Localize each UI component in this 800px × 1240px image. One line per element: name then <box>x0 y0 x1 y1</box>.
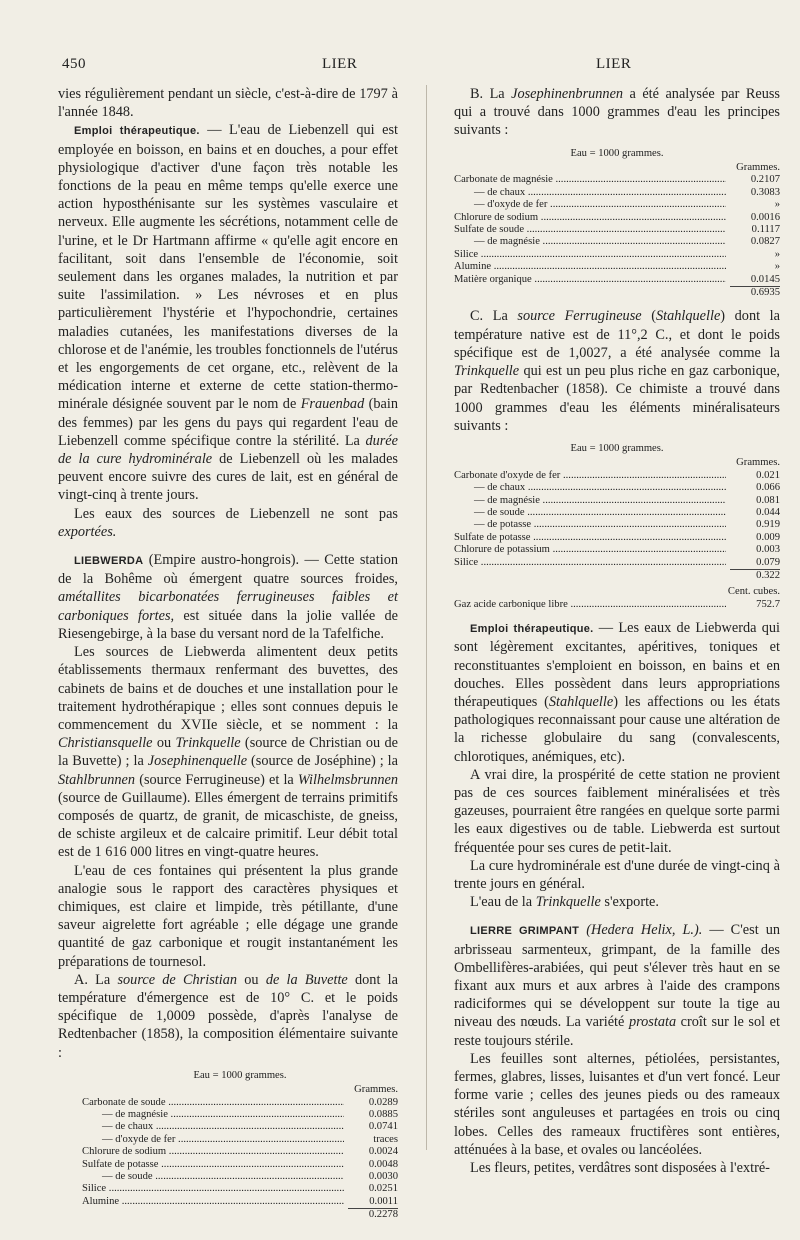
table-row <box>454 212 780 224</box>
text-italic: durée de la cure hydrominérale <box>58 432 398 468</box>
running-head-right: LIER <box>596 56 632 72</box>
text-italic: prostata <box>628 1014 677 1031</box>
text: ou <box>152 735 176 752</box>
table-total <box>454 286 780 299</box>
row-name: Carbonate de soude ..... <box>82 1097 344 1109</box>
row-value: » <box>774 199 780 211</box>
text: (source de Joséphine) ; la <box>247 753 398 770</box>
text-italic: Stahlquelle <box>548 694 614 710</box>
text: s'exporte. <box>600 894 659 911</box>
paragraph-emploi <box>454 619 780 766</box>
text: ) dont la température native est de 11°,2 C., et dont le poids spécifique est de 1,0027, a été analysée comme la <box>454 308 780 361</box>
text: (source de Guillaume). Elles émergent de terrains primitifs composés de quartz, de granit, de micaschiste, de gneiss, de schiste argileux et de calcaire primitif. Leur débit total est de 1 616 000 litres en vingt-quatre heures. <box>58 789 398 861</box>
table-row <box>82 1146 398 1158</box>
row-value: » <box>774 248 780 260</box>
table-row <box>454 199 780 211</box>
table-row <box>454 470 780 482</box>
row-value: 0.919 <box>756 519 780 531</box>
paragraph: vies régulièrement pendant un siècle, c'est-à-dire de 1797 à l'année 1848. <box>58 86 398 121</box>
row-name: Chlorure de sodium ..... <box>454 212 726 224</box>
row-value: 0.0030 <box>368 1171 398 1183</box>
row-name: — de potasse ..... <box>454 519 726 531</box>
text: ( <box>641 308 656 325</box>
row-value: traces <box>373 1133 398 1145</box>
table-row <box>82 1171 398 1183</box>
row-value: 0.009 <box>756 531 780 543</box>
row-value: 0.3083 <box>750 186 780 198</box>
paragraph: A vrai dire, la prospérité de cette station ne provient pas de ces sources faiblement minéralisées et très gazeuses, pourraient être rangées en quelque sorte parmi les eaux digestives ou de table. Liebwerda est surtout fréquentée pour ses cures de petit-lait. <box>454 766 780 856</box>
row-name: Carbonate de magnésie ..... <box>454 174 726 186</box>
row-value: 0.0251 <box>368 1183 398 1195</box>
table-total-value: 0.322 <box>730 569 780 582</box>
row-name: Sulfate de soude ..... <box>454 224 726 236</box>
text: de Liebenzell où les malades peuvent encore suivre des cures de lait, est en général de vingt-cinq à trente jours. <box>58 451 398 504</box>
table-rows <box>454 174 780 286</box>
row-name: — de magnésie ..... <box>82 1109 344 1121</box>
row-name: — de soude ..... <box>82 1171 344 1183</box>
text-italic: Stahlquelle <box>655 308 721 325</box>
row-name: — de magnésie ..... <box>454 236 726 248</box>
row-name: Chlorure de potassium ..... <box>454 544 726 556</box>
row-name: Sulfate de potasse ..... <box>454 532 726 544</box>
table-row <box>454 482 780 494</box>
table-row <box>454 187 780 199</box>
paragraph <box>58 643 398 861</box>
row-name: — de magnésie ..... <box>454 495 726 507</box>
table-unit: Grammes. <box>736 162 780 174</box>
table-row <box>82 1196 398 1208</box>
text: — C'est un arbrisseau sarmenteux, grimpant, de la famille des Ombellifères-arabiées, qui peut s'élever très haut en se fixant aux murs et aux arbres à l'aide des crampons radiciformes qui se développent sur toute la tige au niveau des nœuds. La variété <box>454 922 780 1031</box>
table-caption: Eau = 1000 grammes. <box>570 442 664 454</box>
text-italic: Wilhelmsbrunnen <box>297 771 398 788</box>
row-value: 0.079 <box>756 556 780 568</box>
text: (bain des femmes) par les gens du pays qui regardent l'eau de Liebenzell comme spécifique contre la stérilité. La <box>58 396 398 449</box>
text: (source Ferrugineuse) et la <box>135 771 298 788</box>
text: (Empire austro-hongrois). — Cette station de la Bohême où émergent quatre sources froides, <box>58 552 398 588</box>
paragraph: Les fleurs, petites, verdâtres sont disposées à l'extré- <box>470 1160 770 1177</box>
row-value: 0.044 <box>756 506 780 518</box>
entry-lierre <box>454 921 780 1049</box>
table-row <box>454 507 780 519</box>
row-value: 0.1117 <box>751 224 780 236</box>
table-unit: Grammes. <box>736 457 780 469</box>
text-italic: Trinkquelle <box>175 735 241 752</box>
text-italic: Trinkquelle <box>535 894 601 911</box>
row-value: 0.0011 <box>369 1195 398 1207</box>
paragraph: Les feuilles sont alternes, pétiolées, persistantes, fermes, glabres, lisses, luisantes et d'un vert foncé. Leur forme varie ; celles des jeunes pieds ou des rameaux stériles sont anguleuses et partagées en trois ou cinq lobes. Celles des rameaux fructifères sont entières, atténuées à la base, et ovales ou lancéolées. <box>454 1050 780 1158</box>
table-row <box>454 557 780 569</box>
row-value: 0.0048 <box>368 1158 398 1170</box>
table-row <box>454 274 780 286</box>
text: ) les affections ou les états pathologiques reconnaissant pour cause une altération de la richesse globulaire du sang (convalescents, chlorotiques, anémiques, etc). <box>454 694 781 765</box>
row-value: 0.0885 <box>368 1108 398 1120</box>
row-value: 0.066 <box>756 482 780 494</box>
table-row-gas <box>454 599 780 611</box>
analysis-table-c <box>454 443 780 611</box>
row-name: — de chaux ..... <box>454 187 726 199</box>
paragraph: L'eau de ces fontaines qui présentent la plus grande analogie sous le rapport des caractères physiques et chimiques, est claire et limpide, très pétillante, d'une saveur aigrelette fort agréable ; elle dégage une grande quantité de gaz carbonique et rougit instantanément les préparations de tournesol. <box>58 862 398 970</box>
page-number: 450 <box>62 56 86 72</box>
row-value: 0.2107 <box>750 174 780 186</box>
analysis-table-b <box>454 148 780 300</box>
row-value: 752.7 <box>756 598 780 610</box>
table-row <box>454 519 780 531</box>
table-row <box>454 532 780 544</box>
text-italic: source Ferrugineuse <box>517 308 642 325</box>
row-name: — de chaux ..... <box>454 482 726 494</box>
paragraph-emploi <box>58 121 398 504</box>
entry-heading: LIEBWERDA <box>74 555 144 568</box>
section-heading: Emploi thérapeutique. <box>74 125 200 138</box>
text: A. La <box>74 971 118 988</box>
table-row <box>82 1109 398 1121</box>
row-value: 0.0827 <box>750 236 780 248</box>
row-value: 0.021 <box>756 469 780 481</box>
section-heading: Emploi thérapeutique. <box>470 623 594 636</box>
text: croît sur le sol et reste toujours stérile. <box>454 1014 780 1049</box>
row-value: 0.081 <box>756 494 780 506</box>
table-row <box>82 1097 398 1109</box>
text-italic: Stahlbrunnen <box>58 771 136 788</box>
table-row <box>454 261 780 273</box>
row-value: 0.0016 <box>750 211 780 223</box>
row-name: — de chaux ..... <box>82 1121 344 1133</box>
paragraph: La cure hydrominérale est d'une durée de vingt-cinq à trente jours en général. <box>454 857 780 893</box>
table-total-value: 0.2278 <box>348 1208 398 1221</box>
text: B. La <box>470 86 512 102</box>
text: qui est un peu plus riche en gaz carbonique, par Redtenbacher (1858). Ce chimiste a trouvé dans 1000 grammes d'eau les éléments minéralisateurs suivants : <box>454 363 780 434</box>
table-row <box>82 1121 398 1133</box>
running-head-left: LIER <box>322 56 358 72</box>
text: Les sources de Liebwerda alimentent deux petits établissements thermaux renfermant des buvettes, des cabinets de bains et de douches et une installation pour le traitement hydrothérapique ; elles sont connues depuis le commencement du XVIIe siècle, et se nomment : la <box>58 644 398 733</box>
table-row <box>454 249 780 261</box>
text: — Les eaux de Liebwerda qui sont légèrement excitantes, apéritives, toniques et reconstituantes s'emploient en boisson, en bains et en douches. Elles possèdent dans leurs appropriations thérapeutiques ( <box>454 620 780 710</box>
gas-unit: Cent. cubes. <box>727 586 780 598</box>
table-total <box>454 569 780 582</box>
row-value: 0.0024 <box>368 1146 398 1158</box>
entry-heading: LIERRE GRIMPANT <box>470 925 580 938</box>
paragraph <box>454 85 780 140</box>
analysis-table-a <box>58 1070 398 1222</box>
table-row <box>454 495 780 507</box>
table-total <box>82 1208 398 1221</box>
row-name: Sulfate de potasse ..... <box>82 1159 344 1171</box>
table-row <box>454 224 780 236</box>
row-value: » <box>774 261 780 273</box>
table-rows <box>454 470 780 569</box>
row-value: 0.003 <box>756 544 780 556</box>
table-row <box>82 1183 398 1195</box>
row-name: Alumine ..... <box>454 261 726 273</box>
paragraph <box>58 505 398 541</box>
table-row <box>454 544 780 556</box>
paragraph <box>454 893 780 911</box>
table-row <box>82 1134 398 1146</box>
paragraph <box>58 971 398 1062</box>
table-caption: Eau = 1000 grammes. <box>193 1069 287 1081</box>
text-italic: Josephinenbrunnen <box>511 86 624 102</box>
row-name: Gaz acide carbonique libre ..... <box>454 599 726 611</box>
row-name: Carbonate d'oxyde de fer ..... <box>454 470 726 482</box>
text: est située dans la jolie vallée de Riesengebirge, à la base du versant nord de la Tafelfiche. <box>58 607 398 642</box>
text: a été analysée par Reuss qui a trouvé dans 1000 grammes d'eau les principes suivants : <box>454 86 780 139</box>
text: L'eau de la <box>470 894 536 911</box>
row-value: 0.0145 <box>750 273 780 285</box>
table-caption: Eau = 1000 grammes. <box>570 147 664 159</box>
text-italic: Frauenbad <box>300 396 365 413</box>
text: Les eaux des sources de Liebenzell ne sont pas <box>74 505 398 522</box>
text-italic: amétallites bicarbonatées ferrugineuses faibles et carboniques fortes, <box>58 589 398 624</box>
left-column <box>58 85 398 1230</box>
row-name: Silice ..... <box>454 557 726 569</box>
text-italic: (Hedera Helix, L.). <box>579 922 703 939</box>
text: — L'eau de Liebenzell qui est employée en boisson, en bains et en douches, a pour effet physiologique d'activer d'une façon très notable les fonctions de la peau en même temps qu'elle exerce une action hyposthénisante sur les systèmes vasculaire et nerveux. Elle augmente les sécrétions, notamment celle de l'urine, et le Dr Hartmann affirme « qu'elle agit encore en facilitant, soit dans l'ensemble de l'économie, soit seulement dans les organes malades, la nutrition et par suite l'assimilation. » Les névroses et en plus particulièrement l'hystérie et l'hypochondrie, certaines maladies cutanées, les manifestations diverses de la chlorose et de l'anémie, les troubles fonctionnels de l'utérus et les engorgements de cet organe, etc., relèvent de la médication interne et externe de cette station-thermo-minérale désignée souvent par le nom de <box>58 122 398 413</box>
text-italic: Trinkquelle <box>454 363 520 380</box>
text-italic: source de Christian <box>117 971 238 988</box>
table-row <box>454 236 780 248</box>
column-divider <box>426 85 427 1150</box>
row-name: Silice ..... <box>82 1183 344 1195</box>
row-name: Matière organique ..... <box>454 274 726 286</box>
table-total-value: 0.6935 <box>730 286 780 299</box>
table-unit: Grammes. <box>354 1084 398 1096</box>
row-value: 0.0289 <box>368 1096 398 1108</box>
row-name: Alumine ..... <box>82 1196 344 1208</box>
paragraph <box>454 307 780 434</box>
row-name: — d'oxyde de fer ..... <box>454 199 726 211</box>
row-name: Chlorure de sodium ..... <box>82 1146 344 1158</box>
text-italic: de la Buvette <box>265 971 348 988</box>
row-name: — de soude ..... <box>454 507 726 519</box>
text: C. La <box>470 308 518 325</box>
entry-liebwerda <box>58 551 398 643</box>
table-row <box>454 174 780 186</box>
table-row <box>82 1159 398 1171</box>
row-name: Silice ..... <box>454 249 726 261</box>
text: dont la température d'émergence est de 10° C. et le poids spécifique de 1,0009 possède, d'après l'analyse de Redtenbacher (1858), la composition élémentaire suivante : <box>58 971 398 1061</box>
text: ou <box>237 971 266 988</box>
text-italic: Josephinenquelle <box>147 753 248 770</box>
text-italic: exportées. <box>58 523 117 540</box>
text-italic: Christiansquelle <box>58 735 153 752</box>
right-column <box>454 85 780 1177</box>
table-rows <box>82 1097 398 1209</box>
row-name: — d'oxyde de fer ..... <box>82 1134 344 1146</box>
row-value: 0.0741 <box>368 1121 398 1133</box>
text: (source de Christian ou de la Buvette) ; la <box>58 735 398 770</box>
